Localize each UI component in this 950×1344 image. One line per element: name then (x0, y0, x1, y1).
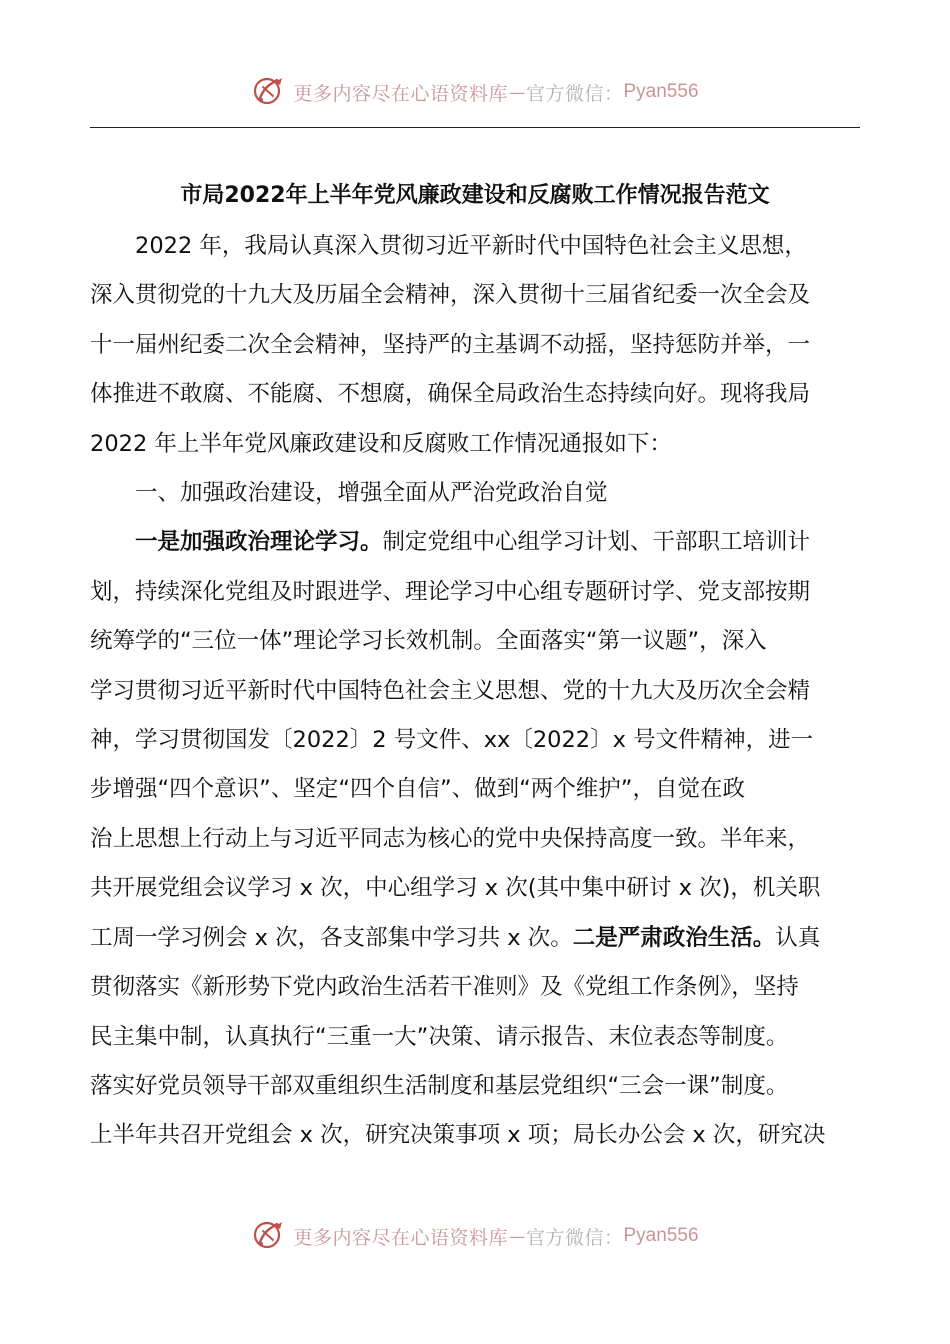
header-banner-text: 更多内容尽在心语资料库 (293, 82, 508, 105)
intro-line: 十一届州纪委二次全会精神，坚持严的主基调不动摇，坚持惩防并举，一 (90, 331, 811, 358)
intro-line: 2022 年上半年党风廉政建设和反腐败工作情况通报如下： (90, 430, 672, 457)
body-text: 工周一学习例会 x 次，各支部集中学习共 x 次。 (90, 924, 573, 951)
body-line: 治上思想上行动上与习近平同志为核心的党中央保持高度一致。半年来， (90, 825, 811, 852)
body-line: 贯彻落实《新形势下党内政治生活若干准则》及《党组工作条例》，坚持 (90, 974, 799, 1001)
body-line: 民主集中制，认真执行“三重一大”决策、请示报告、末位表态等制度。 (90, 1023, 789, 1050)
header-banner-wechat-id: Pyan556 (623, 81, 699, 102)
footer-banner-text: 更多内容尽在心语资料库 (293, 1226, 508, 1249)
body-line: 神，学习贯彻国发〔2022〕2 号文件、xx〔2022〕x 号文件精神，进一 (90, 727, 814, 754)
body-text: 制定党组中心组学习计划、干部职工培训计 (382, 529, 811, 556)
body-line (90, 914, 860, 963)
lead-point-1: 一是加强政治理论学习。 (135, 529, 383, 556)
seal-logo-icon (251, 1218, 287, 1254)
document-body (90, 178, 860, 1161)
body-line: 上半年共召开党组会 x 次，研究决策事项 x 项；局长办公会 x 次，研究决 (90, 1122, 826, 1149)
body-line: 学习贯彻习近平新时代中国特色社会主义思想、党的十九大及历次全会精 (90, 677, 811, 704)
body-line: 落实好党员领导干部双重组织生活制度和基层党组织“三会一课”制度。 (90, 1072, 789, 1099)
document-title: 市局2022年上半年党风廉政建设和反腐败工作情况报告范文 (180, 183, 770, 208)
seal-logo-icon (251, 74, 287, 110)
body-line: 步增强“四个意识”、坚定“四个自信”、做到“两个维护”，自觉在政 (90, 776, 745, 803)
body-line (90, 518, 860, 567)
body-text: 认真 (775, 924, 821, 951)
footer-watermark-banner (0, 1216, 950, 1256)
body-line: 统筹学的“三位一体”理论学习长效机制。全面落实“第一议题”，深入 (90, 628, 767, 655)
body-line: 共开展党组会议学习 x 次，中心组学习 x 次(其中集中研讨 x 次)，机关职 (90, 875, 821, 902)
intro-line: 深入贯彻党的十九大及历届全会精神，深入贯彻十三届省纪委一次全会及 (90, 282, 811, 309)
section-1-heading: 一、加强政治建设，增强全面从严治党政治自觉 (135, 480, 608, 507)
footer-banner-dash: — (508, 1226, 525, 1246)
header-divider (90, 127, 860, 128)
intro-paragraph (90, 222, 860, 469)
header-banner-dash: — (508, 82, 525, 102)
header-watermark-banner (0, 72, 950, 112)
body-paragraph (90, 518, 860, 1160)
intro-line: 体推进不敢腐、不能腐、不想腐，确保全局政治生态持续向好。现将我局 (90, 381, 811, 408)
footer-banner-wechat-id: Pyan556 (623, 1225, 699, 1246)
lead-point-2: 二是严肃政治生活。 (572, 924, 776, 951)
intro-line: 2022 年，我局认真深入贯彻习近平新时代中国特色社会主义思想， (135, 233, 807, 259)
section-heading (90, 469, 860, 518)
body-line: 划，持续深化党组及时跟进学、理论学习中心组专题研讨学、党支部按期 (90, 578, 811, 605)
footer-banner-contact-label: 官方微信： (525, 1226, 624, 1249)
header-banner-contact-label: 官方微信： (525, 82, 624, 105)
